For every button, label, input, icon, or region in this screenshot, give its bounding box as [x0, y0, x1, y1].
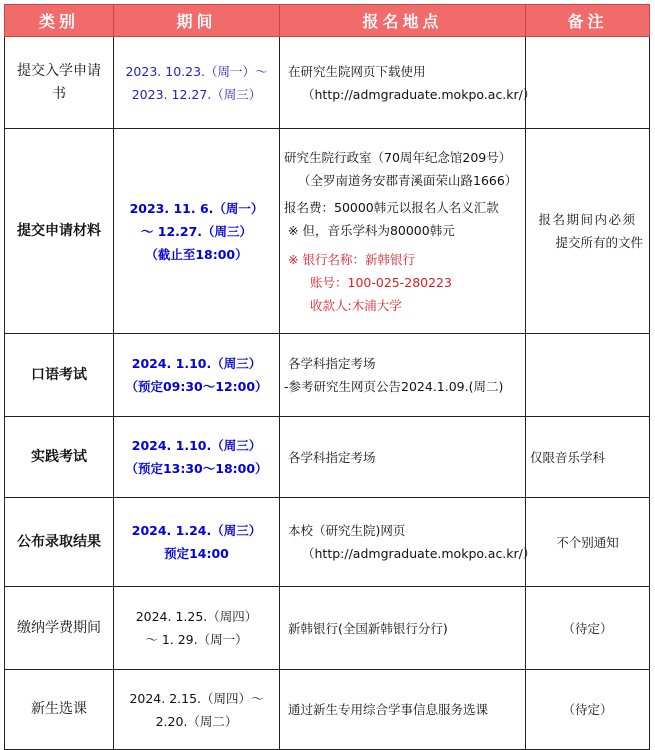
table-row [5, 129, 650, 334]
row-period [114, 129, 280, 334]
row-note [526, 498, 650, 587]
period-line: 2024. 1.24.（周三） [131, 523, 262, 538]
period-line: （截止至18:00） [145, 246, 248, 262]
row-note [526, 417, 650, 498]
row-category: 口语考试 [5, 334, 114, 417]
bank-account: 账号：100-025-280223 [310, 274, 452, 290]
row-location [280, 417, 526, 498]
category-line: 提交入学申请 [17, 62, 101, 79]
period-line: 2024. 1.10.（周三） [131, 438, 262, 453]
row-period [114, 37, 280, 129]
period-line: ～ 1. 29.（周一） [145, 632, 248, 647]
period-line: 2023. 11. 6.（周一） [129, 200, 264, 216]
table-row [5, 37, 650, 129]
table-row [5, 670, 650, 750]
row-location [280, 37, 536, 129]
bank-payee: 收款人:木浦大学 [310, 297, 402, 313]
row-period [114, 334, 280, 417]
location-line: 通过新生专用综合学事信息服务选课 [288, 702, 489, 717]
location-line: ※ 但，音乐学科为80000韩元 [288, 222, 455, 238]
period-line: 2023. 10.23.（周一）～ [125, 63, 268, 79]
location-line: -参考研究生网页公告2024.1.09.(周二) [284, 379, 504, 394]
location-line: 各学科指定考场 [288, 449, 376, 465]
period-line: ～ 12.27.（周三） [140, 223, 253, 239]
row-location [280, 129, 526, 334]
note-line: 报名期间内必须 [538, 212, 637, 227]
row-category: 公布录取结果 [5, 498, 114, 587]
period-line: 2.20.（周二） [155, 713, 238, 729]
row-note [526, 587, 650, 670]
row-period [114, 417, 280, 498]
location-line: 本校（研究生院)网页 [288, 523, 406, 538]
table-row [5, 417, 650, 498]
period-line: 2024. 1.25.（周四） [135, 609, 258, 624]
row-category: 新生选课 [5, 670, 114, 750]
row-location [280, 587, 526, 670]
location-url[interactable]: （http://admgraduate.mokpo.ac.kr/） [302, 86, 536, 102]
row-period [114, 498, 280, 587]
note-line: 提交所有的文件 [555, 235, 643, 250]
row-location [280, 670, 526, 750]
period-line: 2024. 2.15.（周四）～ [129, 690, 264, 706]
period-line: （预定13:30～18:00） [125, 461, 268, 476]
period-line: 2024. 1.10.（周三） [131, 356, 262, 371]
row-category: 提交申请材料 [5, 129, 114, 334]
schedule-table [4, 4, 650, 750]
row-note [526, 129, 650, 334]
period-line: （预定09:30～12:00） [125, 379, 268, 394]
row-category: 实践考试 [5, 417, 114, 498]
location-line: 报名费：50000韩元以报名人名义汇款 [284, 199, 499, 215]
location-line: 各学科指定考场 [288, 356, 376, 371]
row-location [280, 498, 536, 587]
table-row [5, 334, 650, 417]
location-line: 研究生院行政室（70周年纪念馆209号） [284, 149, 512, 165]
row-period [114, 587, 280, 670]
category-line: 书 [52, 85, 66, 102]
row-category [5, 37, 114, 129]
header-location: 报名地点 [280, 5, 526, 37]
row-note [526, 37, 650, 129]
header-note: 备注 [526, 5, 650, 37]
header-period: 期间 [114, 5, 280, 37]
row-note [526, 670, 650, 750]
row-location [280, 334, 526, 417]
note-line: 不个别通知 [556, 534, 619, 550]
table-row [5, 498, 650, 587]
header-category: 类别 [5, 5, 114, 37]
row-period [114, 670, 280, 750]
location-line: 在研究生院网页下载使用 [288, 63, 426, 79]
location-url[interactable]: （http://admgraduate.mokpo.ac.kr/） [302, 546, 536, 561]
row-note [526, 334, 650, 417]
note-line: （待定） [562, 620, 613, 636]
row-category: 缴纳学费期间 [5, 587, 114, 670]
period-line: 预定14:00 [164, 546, 229, 561]
header-row [5, 5, 650, 37]
location-line: 新韩银行(全国新韩银行分行) [288, 620, 448, 636]
table-row [5, 587, 650, 670]
bank-name: ※ 银行名称：新韩银行 [288, 251, 415, 267]
note-line: （待定） [562, 702, 613, 717]
note-line: 仅限音乐学科 [530, 449, 606, 465]
period-line: 2023. 12.27.（周三） [131, 86, 262, 102]
location-line: （全罗南道务安郡青溪面荣山路1666） [298, 172, 518, 188]
